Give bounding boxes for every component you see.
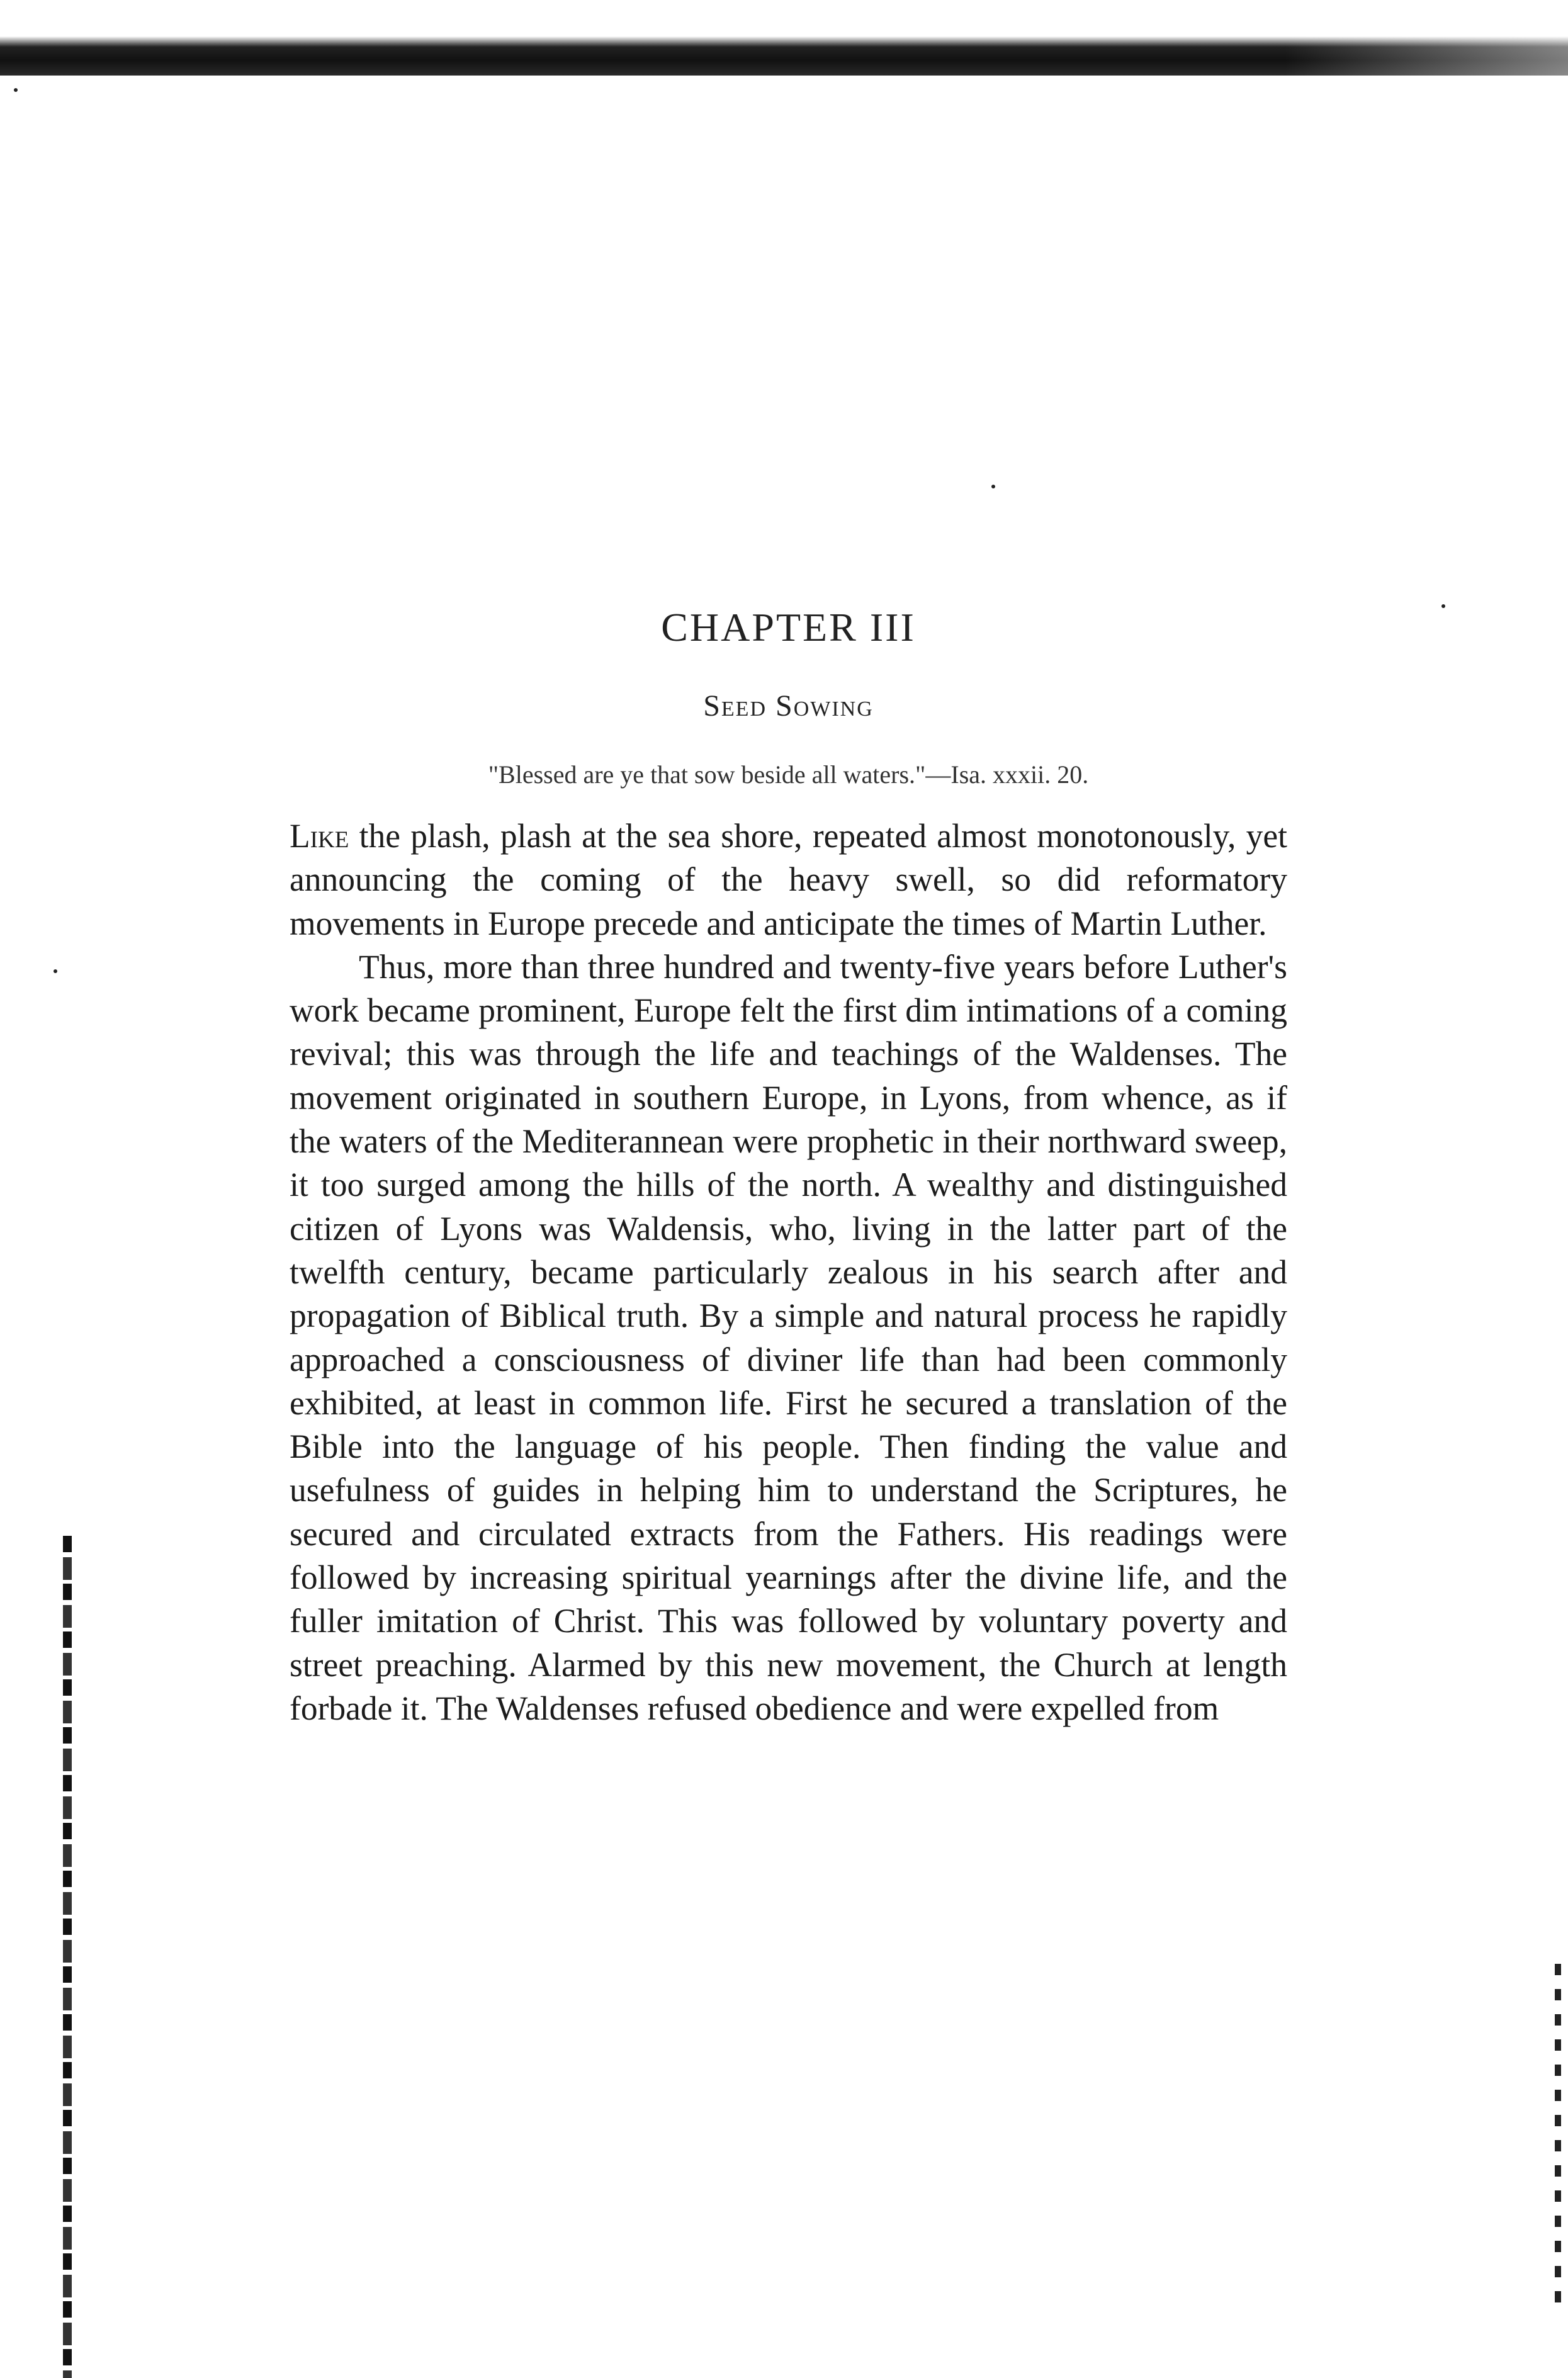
scan-left-edge-artifact [63,1536,72,2378]
scan-top-border-fade [1285,0,1568,76]
chapter-title: CHAPTER III [661,605,916,650]
scan-speck [1441,604,1445,608]
scan-speck [54,969,57,973]
scan-speck [991,485,995,488]
scan-right-edge-artifact [1555,1964,1561,2304]
scan-speck [14,88,18,92]
paragraph-lead-word: Like [290,817,349,855]
book-page [290,604,1287,1730]
paragraph-1 [290,814,1287,945]
paragraph-1-text: the plash, plash at the sea shore, repeated almost monotonously, yet announcing the coming of the heavy swell, so did reformatory movements in Europe precede and anticipate the times of Martin Luther. [290,817,1287,942]
section-title: Seed Sowing [703,689,874,723]
paragraph-2: Thus, more than three hundred and twenty-five years before Luther's work became prominent, Europe felt the first dim intimations of a coming revival; this was through the life and teachings of the Waldenses. The movement originated in southern Europe, in Lyons, from whence, as if the waters of the Mediterannean were prophetic in their northward sweep, it too surged among the hills of the north. A wealthy and distinguished citizen of Lyons was Waldensis, who, living in the latter part of the twelfth century, became particularly zealous in his search after and propagation of Biblical truth. By a simple and natural process he rapidly approached a consciousness of diviner life than had been commonly exhibited, at least in common life. First he secured a translation of the Bible into the language of his people. Then finding the value and usefulness of guides in helping him to understand the Scriptures, he secured and circulated extracts from the Fathers. His readings were followed by increasing spiritual yearnings after the divine life, and the fuller imitation of Christ. This was followed by voluntary poverty and street preaching. Alarmed by this new movement, the Church at length forbade it. The Waldenses refused obedience and were expelled from [290,947,1287,1727]
epigraph: "Blessed are ye that sow beside all waters."—Isa. xxxii. 20. [488,760,1089,789]
